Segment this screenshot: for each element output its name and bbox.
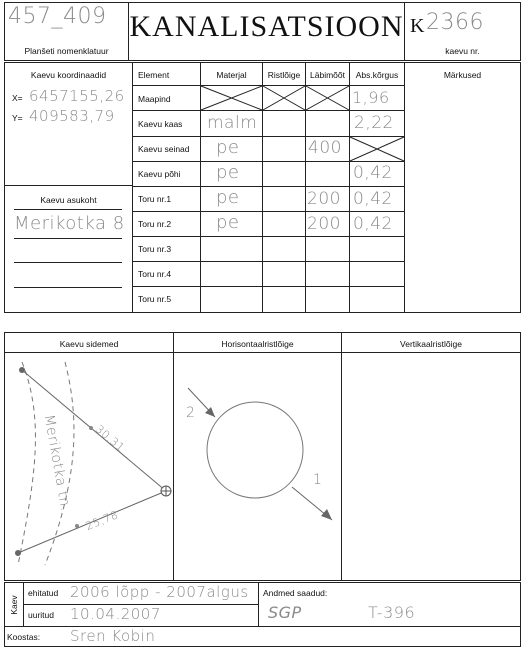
row-diameter: 400 — [308, 138, 342, 158]
row-diameter: 200 — [307, 189, 341, 209]
row-element: Toru nr.1 — [138, 194, 172, 204]
dimension-label-2: 25,78 — [83, 508, 121, 533]
y-label: Y= — [12, 113, 23, 123]
row-element: Kaevu põhi — [138, 169, 181, 179]
built-value: 2006 lõpp - 2007algus — [70, 583, 249, 601]
pipe-1-label: 1 — [313, 472, 323, 488]
row-material: pe — [216, 212, 240, 233]
pipe-2-label: 2 — [186, 405, 196, 421]
row-material: pe — [216, 162, 240, 183]
row-abs-height: 1,96 — [352, 88, 390, 107]
col-header-diameter: Läbimõõt — [310, 70, 345, 80]
well-side-label: Kaev — [9, 595, 19, 615]
row-material: malm — [207, 113, 258, 133]
col-header-notes: Märkused — [443, 70, 482, 80]
page-title: KANALISATSIOON — [129, 10, 404, 43]
row-diameter: 200 — [307, 214, 341, 234]
data-source-value: SGP — [268, 603, 302, 622]
y-coordinate: 409583,79 — [29, 107, 115, 125]
row-abs-height: 0,42 — [353, 163, 393, 183]
row-abs-height: 0,42 — [353, 214, 393, 234]
sketch-col2-title: Horisontaalristlõige — [221, 339, 294, 349]
row-element: Kaevu kaas — [138, 119, 183, 129]
col-header-element: Element — [138, 70, 170, 80]
well-number-label: kaevu nr. — [445, 46, 480, 56]
row-material: pe — [216, 187, 240, 208]
row-material: pe — [216, 137, 240, 158]
row-element: Maapind — [138, 94, 171, 104]
well-prefix: K — [410, 15, 425, 37]
well-number: 2366 — [426, 10, 484, 35]
compiled-by-label: Koostas: — [7, 632, 41, 642]
built-label: ehitatud — [28, 588, 59, 598]
sheet-number: 457_409 — [8, 4, 107, 29]
row-element: Toru nr.5 — [138, 294, 172, 304]
x-coordinate: 6457155,26 — [29, 87, 125, 105]
compiled-by-value: Sren Kobin — [70, 627, 156, 645]
measured-label: uuritud — [28, 610, 54, 620]
sketch-col3-title: Vertikaalristlõige — [400, 339, 462, 349]
measured-value: 10.04.2007 — [70, 605, 161, 623]
coords-heading: Kaevu koordinaadid — [30, 70, 107, 80]
sheet-number-label: Planšeti nomenklatuur — [24, 46, 109, 56]
data-source-label: Andmed saadud: — [263, 588, 328, 598]
location-heading: Kaevu asukoht — [40, 195, 97, 205]
street-name-label: Merikotka tn. — [40, 413, 74, 513]
row-abs-height: 2,22 — [354, 113, 394, 133]
row-element: Toru nr.2 — [138, 219, 172, 229]
col-header-abs-height: Abs.kõrgus — [355, 70, 399, 80]
row-element: Toru nr.4 — [138, 269, 172, 279]
data-source-ref: T-396 — [368, 603, 416, 622]
x-label: X= — [12, 93, 23, 103]
dimension-label-1: 30,31 — [92, 422, 128, 455]
location-value: Merikotka 8 — [14, 213, 125, 234]
col-header-material: Materjal — [216, 70, 247, 80]
sketch-col1-title: Kaevu sidemed — [59, 339, 119, 349]
row-element: Kaevu seinad — [138, 144, 190, 154]
col-header-cross-section: Ristlõige — [267, 70, 301, 80]
row-element: Toru nr.3 — [138, 244, 172, 254]
row-abs-height: 0,42 — [353, 189, 393, 209]
